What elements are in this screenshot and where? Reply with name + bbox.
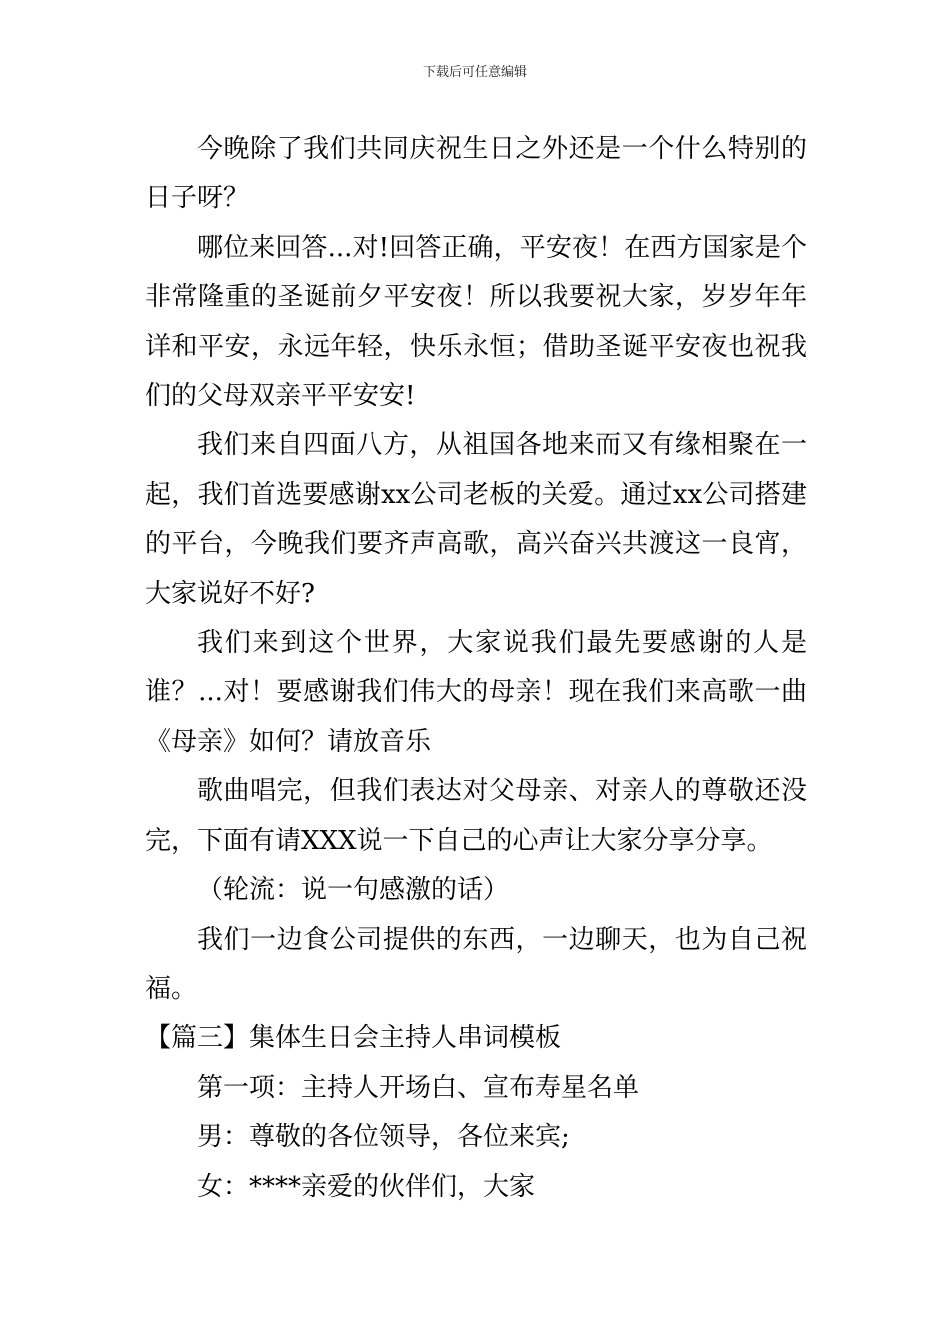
paragraph: 我们来自四面八方，从祖国各地来而又有缘相聚在一起，我们首选要感谢xx公司老板的关爱。通过xx公司搭建的平台，今晚我们要齐声高歌，高兴奋兴共渡这一良宵，大家说好不好? (145, 430, 807, 609)
section-paragraph: 男：尊敬的各位领导，各位来宾; (197, 1122, 570, 1153)
document-body (145, 125, 807, 1212)
section-paragraph: 第一项：主持人开场白、宣布寿星名单 (197, 1072, 640, 1103)
page-header-note: 下载后可任意编辑 (422, 65, 527, 80)
section-paragraph: 女：****亲爱的伙伴们，大家 (197, 1171, 536, 1202)
paragraph: 我们一边食公司提供的东西，一边聊天，也为自己祝福。 (145, 924, 807, 1004)
paragraph: 今晚除了我们共同庆祝生日之外还是一个什么特别的日子呀？ (145, 134, 807, 214)
paragraph: 我们来到这个世界，大家说我们最先要感谢的人是谁？...对！要感谢我们伟大的母亲！现在我们来高歌一曲《母亲》如何？请放音乐 (145, 628, 807, 757)
paragraph: （轮流：说一句感激的话） (197, 875, 510, 906)
paragraph: 歌曲唱完，但我们表达对父母亲、对亲人的尊敬还没完，下面有请XXX说一下自己的心声让大家分享分享。 (145, 776, 807, 856)
section-title: 【篇三】集体生日会主持人串词模板 (145, 1023, 562, 1054)
paragraph: 哪位来回答...对!回答正确，平安夜！在西方国家是个非常隆重的圣诞前夕平安夜！所以我要祝大家，岁岁年年详和平安，永远年轻，快乐永恒；借助圣诞平安夜也祝我们的父母双亲平平安安! (145, 232, 807, 412)
